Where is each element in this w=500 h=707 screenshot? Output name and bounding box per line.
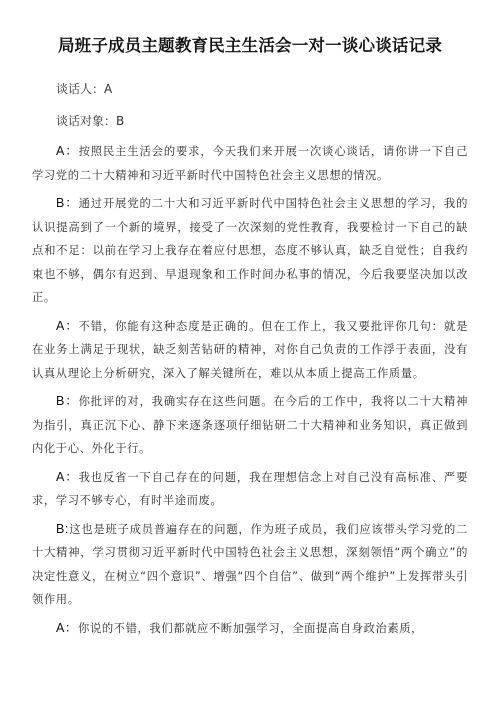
dialogue-paragraph — [32, 466, 468, 513]
interviewee-line: 谈话对象：B — [56, 114, 125, 128]
dialogue-paragraph — [32, 518, 468, 612]
paragraph-text: 你批评的对，我确实存在这些问题。在今后的工作中，我将以二十大精神为指引，真正沉下心、静下来逐条逐项仔细钻研二十大精神和业务知识，真正做到内化于心、外化于行。 — [32, 395, 469, 455]
interviewer-line: 谈话人：A — [56, 82, 113, 96]
speaker-label: A： — [56, 469, 79, 484]
speaker-label: B: — [56, 521, 70, 536]
speaker-label: A： — [56, 318, 79, 333]
dialogue-paragraph — [32, 192, 468, 310]
dialogue-paragraph — [32, 617, 468, 641]
paragraph-text: 通过开展党的二十大和习近平新时代中国特色社会主义思想的学习，我的认识提高到了一个新的境界，接受了一次深刻的党性教育，我要检讨一下自己的缺点和不足：以前在学习上我存在着应付思想，态度不够认真，缺乏自觉性；自我约束也不够，偶尔有迟到、早退现象和工作时间办私事的情况，今后我要坚决加以改正。 — [32, 197, 469, 304]
paragraph-text: 不错，你能有这种态度是正确的。但在工作上，我又要批评你几句：就是在业务上满足于现状，缺乏刻苦钻研的精神，对你自己负责的工作浮于表面，没有认真从理论上分析研究，深入了解关键所在，难以从本质上提高工作质量。 — [32, 319, 469, 380]
dialogue-paragraph — [32, 390, 468, 461]
paragraph-text: 我也反省一下自己存在的问题，我在理想信念上对自己没有高标准、严要求，学习不够专心，有时半途而废。 — [32, 470, 469, 507]
speaker-label: B： — [56, 394, 79, 408]
dialogue-paragraph — [32, 140, 468, 187]
paragraph-text: 这也是班子成员普遍存在的问题，作为班子成员，我们应该带头学习党的二十大精神，学习贯彻习近平新时代中国特色社会主义思想，深刻领悟“两个确立”的决定性意义，在树立“四个意识”、增强“四个自信”、做到“两个维护”上发挥带头引领作用。 — [32, 522, 468, 606]
document-title: 局班子成员主题教育民主生活会一对一谈心谈话记录 — [57, 36, 443, 55]
speaker-label: B： — [56, 196, 79, 210]
paragraph-text: 按照民主生活会的要求，今天我们来开展一次谈心谈话，请你讲一下自己学习党的二十大精神和习近平新时代中国特色社会主义思想的情况。 — [32, 145, 469, 182]
speaker-label: A： — [56, 620, 79, 635]
speaker-label: A： — [56, 144, 79, 158]
dialogue-paragraph — [32, 315, 468, 386]
paragraph-text: 你说的不错，我们都就应不断加强学习，全面提高自身政治素质， — [78, 621, 424, 635]
